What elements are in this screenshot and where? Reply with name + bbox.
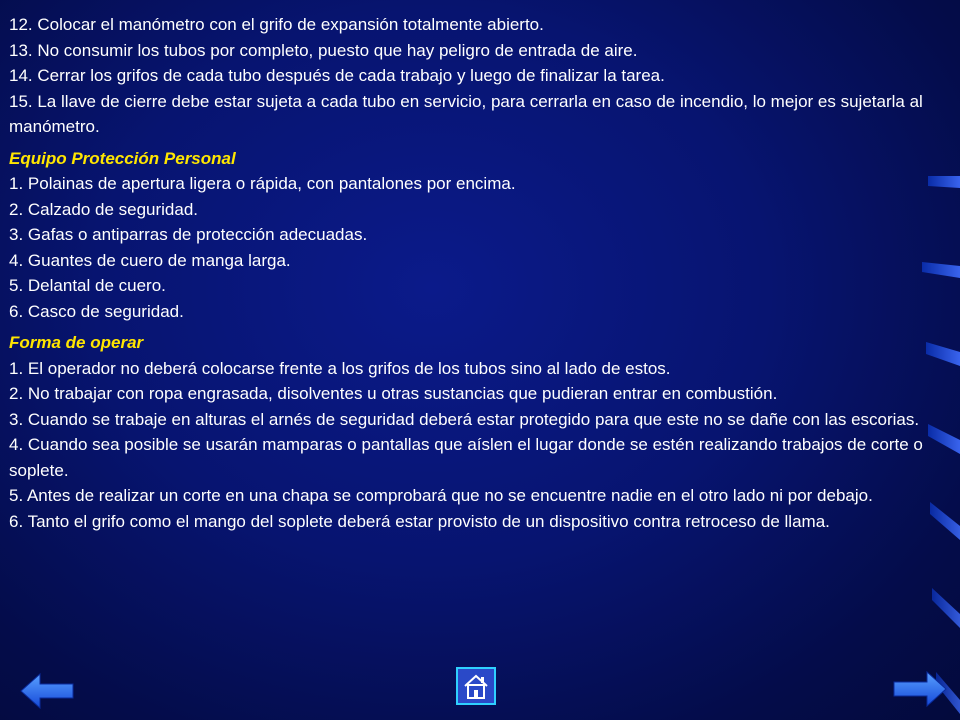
home-icon: [458, 669, 494, 703]
home-button[interactable]: [456, 667, 496, 705]
arrow-right-icon: [893, 670, 947, 708]
operar-heading: Forma de operar: [9, 333, 144, 352]
list-item: 1. El operador no deberá colocarse frente a los grifos de los tubos sino al lado de estos.: [9, 358, 671, 378]
list-item: 2. No trabajar con ropa engrasada, disolventes u otras sustancias que pudieran entrar en combustión.: [9, 384, 778, 403]
list-item: 1. Polainas de apertura ligera o rápida, con pantalones por encima.: [9, 174, 516, 193]
list-item: 13. No consumir los tubos por completo, puesto que hay peligro de entrada de aire.: [9, 40, 638, 60]
list-item: 5. Antes de realizar un corte en una chapa se comprobará que no se encuentre nadie en el otro lado ni por debajo.: [9, 486, 873, 505]
safety-list-continued: [9, 12, 954, 140]
list-item: 6. Casco de seguridad.: [9, 301, 184, 321]
list-item: 2. Calzado de seguridad.: [9, 199, 199, 219]
list-item: 5. Delantal de cuero.: [9, 276, 166, 295]
list-item: 4. Cuando sea posible se usarán mamparas o pantallas que aíslen el lugar donde se estén realizando trabajos de corte o soplete.: [9, 435, 923, 480]
next-slide-button[interactable]: [893, 670, 947, 708]
arrow-left-icon: [20, 672, 74, 710]
list-item: 3. Cuando se trabaje en alturas el arnés de seguridad deberá estar protegido para que este no se dañe con las escorias.: [9, 409, 920, 429]
list-item: 3. Gafas o antiparras de protección adecuadas.: [9, 225, 368, 244]
epp-section: [9, 146, 954, 325]
list-item: 4. Guantes de cuero de manga larga.: [9, 250, 291, 270]
operar-section: [9, 330, 954, 534]
previous-slide-button[interactable]: [20, 672, 74, 710]
list-item: 6. Tanto el grifo como el mango del soplete deberá estar provisto de un dispositivo contra retroceso de llama.: [9, 511, 830, 531]
epp-heading: Equipo Protección Personal: [9, 148, 236, 168]
slide-content: [9, 12, 954, 534]
list-item: 15. La llave de cierre debe estar sujeta a cada tubo en servicio, para cerrarla en caso de incendio, lo mejor es sujetarla al manómetro.: [9, 91, 923, 136]
list-item: 12. Colocar el manómetro con el grifo de expansión totalmente abierto.: [9, 15, 544, 34]
list-item: 14. Cerrar los grifos de cada tubo después de cada trabajo y luego de finalizar la tarea.: [9, 66, 665, 85]
